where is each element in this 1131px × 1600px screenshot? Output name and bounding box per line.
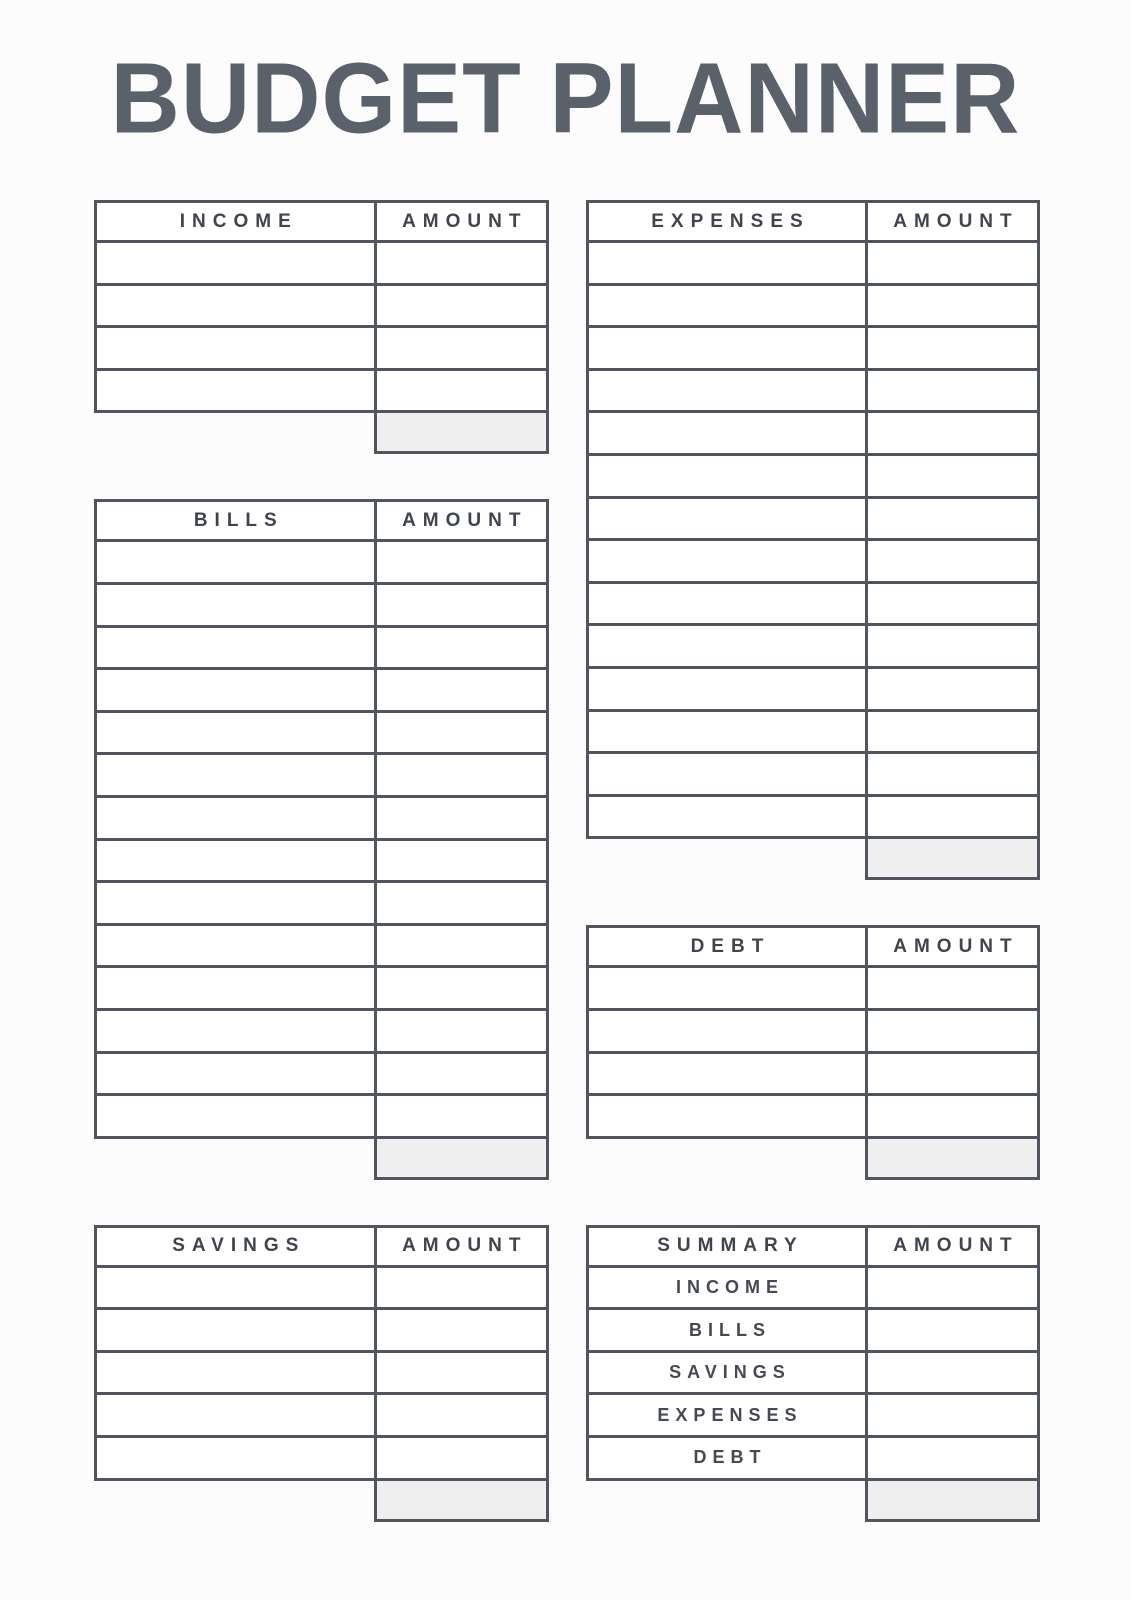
savings-table — [94, 1225, 549, 1522]
debt-header: DEBT — [588, 927, 867, 967]
bills-grid — [94, 499, 549, 1138]
expenses-amount-cell[interactable] — [866, 625, 1038, 668]
income-row — [96, 369, 548, 412]
debt-amount-cell[interactable] — [866, 1052, 1038, 1095]
savings-item-cell[interactable] — [96, 1309, 376, 1352]
debt-amount-cell[interactable] — [866, 1095, 1038, 1138]
bills-item-cell[interactable] — [96, 1052, 376, 1095]
income-item-cell[interactable] — [96, 327, 376, 370]
expenses-total-cell[interactable] — [865, 836, 1040, 880]
debt-amount-cell[interactable] — [866, 1009, 1038, 1052]
expenses-row — [588, 625, 1039, 668]
expenses-item-cell[interactable] — [588, 625, 867, 668]
bills-item-cell[interactable] — [96, 754, 376, 797]
bills-item-cell[interactable] — [96, 626, 376, 669]
debt-row — [588, 1052, 1039, 1095]
right-column — [586, 200, 1040, 1567]
bills-total-cell[interactable] — [374, 1136, 549, 1180]
bills-row — [96, 924, 548, 967]
debt-table — [586, 925, 1040, 1179]
bills-amount-cell[interactable] — [375, 541, 547, 584]
expenses-amount-cell[interactable] — [866, 497, 1038, 540]
savings-row — [96, 1266, 548, 1309]
savings-row — [96, 1394, 548, 1437]
summary-amount-cell[interactable] — [866, 1437, 1038, 1480]
summary-grid — [586, 1225, 1040, 1481]
expenses-item-cell[interactable] — [588, 710, 867, 753]
expenses-item-cell[interactable] — [588, 667, 867, 710]
income-row — [96, 242, 548, 285]
summary-amount-cell[interactable] — [866, 1309, 1038, 1352]
bills-amount-cell[interactable] — [375, 1009, 547, 1052]
debt-total-cell[interactable] — [865, 1136, 1040, 1180]
debt-row — [588, 967, 1039, 1010]
summary-row-label-cell: EXPENSES — [588, 1394, 867, 1437]
expenses-item-cell[interactable] — [588, 412, 867, 455]
savings-amount-cell[interactable] — [375, 1266, 547, 1309]
bills-amount-cell[interactable] — [375, 669, 547, 712]
expenses-row — [588, 284, 1039, 327]
expenses-row — [588, 454, 1039, 497]
expenses-row — [588, 667, 1039, 710]
summary-amount-cell[interactable] — [866, 1266, 1038, 1309]
debt-total-row — [586, 1136, 1040, 1180]
summary-row — [588, 1437, 1039, 1480]
bills-row — [96, 583, 548, 626]
expenses-item-cell[interactable] — [588, 497, 867, 540]
debt-grid — [586, 925, 1040, 1138]
savings-item-cell[interactable] — [96, 1394, 376, 1437]
bills-row — [96, 796, 548, 839]
expenses-amount-cell[interactable] — [866, 327, 1038, 370]
bills-item-cell[interactable] — [96, 711, 376, 754]
expenses-amount-cell[interactable] — [866, 667, 1038, 710]
income-amount-cell[interactable] — [375, 327, 547, 370]
bills-item-cell[interactable] — [96, 882, 376, 925]
expenses-item-cell[interactable] — [588, 369, 867, 412]
expenses-amount-cell[interactable] — [866, 412, 1038, 455]
expenses-amount-cell[interactable] — [866, 242, 1038, 285]
bills-row — [96, 1009, 548, 1052]
page-title: BUDGET PLANNER — [110, 43, 1021, 155]
income-item-cell[interactable] — [96, 242, 376, 285]
bills-item-cell[interactable] — [96, 967, 376, 1010]
expenses-item-cell[interactable] — [588, 795, 867, 838]
savings-amount-cell[interactable] — [375, 1394, 547, 1437]
summary-row-label-cell: DEBT — [588, 1437, 867, 1480]
bills-amount-cell[interactable] — [375, 796, 547, 839]
bills-row — [96, 541, 548, 584]
expenses-item-cell[interactable] — [588, 327, 867, 370]
expenses-row — [588, 582, 1039, 625]
bills-item-cell[interactable] — [96, 1009, 376, 1052]
bills-amount-cell[interactable] — [375, 626, 547, 669]
bills-item-cell[interactable] — [96, 583, 376, 626]
bills-item-cell[interactable] — [96, 924, 376, 967]
debt-amount-header: AMOUNT — [866, 927, 1038, 967]
summary-row-label-cell: SAVINGS — [588, 1351, 867, 1394]
expenses-row — [588, 497, 1039, 540]
bills-row — [96, 669, 548, 712]
expenses-amount-cell[interactable] — [866, 454, 1038, 497]
expenses-row — [588, 540, 1039, 583]
bills-row — [96, 711, 548, 754]
income-header: INCOME — [96, 202, 376, 242]
summary-row — [588, 1266, 1039, 1309]
bills-amount-cell[interactable] — [375, 882, 547, 925]
expenses-item-cell[interactable] — [588, 582, 867, 625]
bills-row — [96, 967, 548, 1010]
expenses-total-row — [586, 836, 1040, 880]
bills-row — [96, 626, 548, 669]
income-amount-cell[interactable] — [375, 284, 547, 327]
savings-item-cell[interactable] — [96, 1266, 376, 1309]
bills-row — [96, 754, 548, 797]
debt-item-cell[interactable] — [588, 967, 867, 1010]
summary-row-label-cell: BILLS — [588, 1309, 867, 1352]
savings-grid — [94, 1225, 549, 1481]
income-amount-cell[interactable] — [375, 242, 547, 285]
bills-amount-cell[interactable] — [375, 1095, 547, 1138]
summary-row — [588, 1351, 1039, 1394]
bills-amount-cell[interactable] — [375, 839, 547, 882]
expenses-header: EXPENSES — [588, 202, 867, 242]
left-column — [94, 200, 549, 1567]
income-grid — [94, 200, 549, 413]
savings-amount-cell[interactable] — [375, 1309, 547, 1352]
expenses-amount-cell[interactable] — [866, 369, 1038, 412]
debt-row — [588, 1095, 1039, 1138]
summary-table — [586, 1225, 1040, 1522]
savings-amount-cell[interactable] — [375, 1437, 547, 1480]
savings-header: SAVINGS — [96, 1226, 376, 1266]
bills-total-row — [94, 1136, 549, 1180]
expenses-row — [588, 412, 1039, 455]
expenses-row — [588, 369, 1039, 412]
bills-amount-cell[interactable] — [375, 754, 547, 797]
expenses-row — [588, 710, 1039, 753]
income-item-cell[interactable] — [96, 284, 376, 327]
summary-amount-cell[interactable] — [866, 1351, 1038, 1394]
savings-row — [96, 1309, 548, 1352]
bills-item-cell[interactable] — [96, 669, 376, 712]
expenses-item-cell[interactable] — [588, 454, 867, 497]
bills-row — [96, 1052, 548, 1095]
expenses-table — [586, 200, 1040, 880]
expenses-amount-cell[interactable] — [866, 795, 1038, 838]
bills-item-cell[interactable] — [96, 796, 376, 839]
savings-total-cell[interactable] — [374, 1478, 549, 1522]
expenses-amount-cell[interactable] — [866, 710, 1038, 753]
bills-item-cell[interactable] — [96, 1095, 376, 1138]
income-table — [94, 200, 549, 454]
summary-amount-cell[interactable] — [866, 1394, 1038, 1437]
bills-row — [96, 839, 548, 882]
income-amount-cell[interactable] — [375, 369, 547, 412]
expenses-grid — [586, 200, 1040, 839]
expenses-amount-cell[interactable] — [866, 540, 1038, 583]
bills-table — [94, 499, 549, 1179]
bills-header: BILLS — [96, 501, 376, 541]
bills-amount-cell[interactable] — [375, 924, 547, 967]
summary-row-label-cell: INCOME — [588, 1266, 867, 1309]
expenses-row — [588, 242, 1039, 285]
expenses-amount-cell[interactable] — [866, 582, 1038, 625]
expenses-item-cell[interactable] — [588, 540, 867, 583]
income-item-cell[interactable] — [96, 369, 376, 412]
expenses-item-cell[interactable] — [588, 753, 867, 796]
expenses-row — [588, 327, 1039, 370]
summary-total-cell[interactable] — [865, 1478, 1040, 1522]
bills-row — [96, 882, 548, 925]
income-amount-header: AMOUNT — [375, 202, 547, 242]
debt-item-cell[interactable] — [588, 1052, 867, 1095]
expenses-row — [588, 753, 1039, 796]
savings-amount-header: AMOUNT — [375, 1226, 547, 1266]
debt-amount-cell[interactable] — [866, 967, 1038, 1010]
summary-amount-header: AMOUNT — [866, 1226, 1038, 1266]
summary-row — [588, 1309, 1039, 1352]
summary-row — [588, 1394, 1039, 1437]
income-total-row — [94, 410, 549, 454]
summary-header: SUMMARY — [588, 1226, 867, 1266]
income-row — [96, 327, 548, 370]
expenses-amount-cell[interactable] — [866, 753, 1038, 796]
bills-amount-cell[interactable] — [375, 583, 547, 626]
bills-amount-cell[interactable] — [375, 711, 547, 754]
bills-item-cell[interactable] — [96, 839, 376, 882]
savings-item-cell[interactable] — [96, 1351, 376, 1394]
debt-row — [588, 1009, 1039, 1052]
bills-item-cell[interactable] — [96, 541, 376, 584]
expenses-row — [588, 795, 1039, 838]
bills-amount-cell[interactable] — [375, 967, 547, 1010]
savings-item-cell[interactable] — [96, 1437, 376, 1480]
savings-amount-cell[interactable] — [375, 1351, 547, 1394]
expenses-amount-cell[interactable] — [866, 284, 1038, 327]
debt-item-cell[interactable] — [588, 1009, 867, 1052]
income-row — [96, 284, 548, 327]
savings-row — [96, 1351, 548, 1394]
debt-item-cell[interactable] — [588, 1095, 867, 1138]
expenses-amount-header: AMOUNT — [866, 202, 1038, 242]
summary-total-row — [586, 1478, 1040, 1522]
bills-amount-header: AMOUNT — [375, 501, 547, 541]
savings-total-row — [94, 1478, 549, 1522]
savings-row — [96, 1437, 548, 1480]
bills-amount-cell[interactable] — [375, 1052, 547, 1095]
bills-row — [96, 1095, 548, 1138]
expenses-item-cell[interactable] — [588, 242, 867, 285]
expenses-item-cell[interactable] — [588, 284, 867, 327]
income-total-cell[interactable] — [374, 410, 549, 454]
